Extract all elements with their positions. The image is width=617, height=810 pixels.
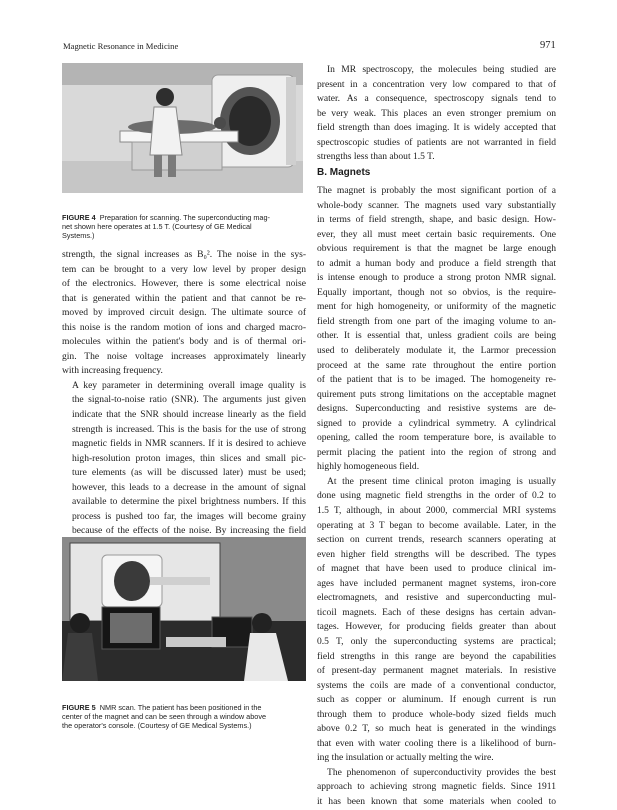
text-line: available to determine the pixel brightness numbers. If this [72, 496, 306, 508]
text-line: the signal-to-noise ratio (SNR). The arguments just given [72, 394, 306, 406]
text-line: operating at 3 T began to become available. Later, in the [317, 519, 556, 531]
text-line: Equally important, though not so obvios, is the require- [317, 286, 556, 298]
text-line: section on current trends, research scanners operating at [317, 534, 556, 546]
text-line: with increasing frequency. [62, 365, 163, 377]
text-line: obvious requirement is that the magnet be large enough [317, 243, 556, 255]
text-line: water. As a consequence, spectroscopy signals tend to [317, 93, 556, 105]
text-line: 0.5 T, only the superconducting systems are practical; [317, 635, 556, 647]
text-line: used to deliberately modulate it, the Larmor precession [317, 345, 556, 357]
paragraph [317, 63, 556, 165]
text-line: strength is increased. This is the basis for the use of strong [72, 423, 306, 435]
figure5-caption-line: center of the magnet and can be seen through a window above [62, 712, 267, 722]
text-line: such as copper or aluminum. If enough current is run [317, 694, 556, 706]
text-line: ages have included permanent magnet systems, iron-core [317, 577, 556, 589]
figure4-caption [62, 213, 306, 241]
text-line: tages. However, for producing fields greater than about [317, 621, 556, 633]
text-line: opening, called the room temperature bore, is available to [317, 432, 556, 444]
text-line: The phenomenon of superconductivity provides the best [327, 766, 556, 778]
figure4-caption-line: Preparation for scanning. The superconducting mag- [99, 213, 270, 222]
text-line: field strength than does imaging. It is widely accepted that [317, 122, 556, 134]
text-line: through them to produce whole-body sized fields much [317, 708, 556, 720]
text-line: of magnet that have been used to produce clinical im- [317, 563, 556, 575]
figure4-caption-line: net shown here operates at 1.5 T. (Courtesy of GE Medical [62, 222, 252, 232]
text-line: of present-day permanent magnet materials. In resistive [317, 665, 556, 677]
text-line: even higher field strengths will be described. The types [317, 548, 556, 560]
text-line: electromagnets, and resistive and superconducting mul- [317, 592, 556, 604]
paragraph [317, 475, 556, 766]
text-line: ment for high homogeneity, or uniformity of the magnetic [317, 301, 556, 313]
text-line: process is pushed too far, the images will become grainy [72, 510, 306, 522]
figure5-photo [62, 537, 306, 681]
text-line: high-resolution proton images, thin slices and small pic- [72, 452, 306, 464]
text-line: magnetic fields in NMR scanners. If it is desired to achieve [72, 438, 306, 450]
text-line: done using magnetic field strengths in the order of 0.2 to [317, 490, 556, 502]
text-line: The magnet is probably the most significant portion of a [317, 185, 556, 196]
text-line: tem can be brought to a very low level by proper design [62, 263, 306, 275]
text-line: ture elements (as will be discussed later) must be used; [72, 467, 306, 479]
text-line: spectroscopic studies of patients are not warranted in field [317, 136, 556, 148]
text-line: is intense enough to produce a strong proton NMR signal. [317, 272, 556, 284]
text-line: field strengths in this range are beyond the capabilities [317, 650, 556, 662]
text-line: of the patient that is to be imaged. The homogeneity re- [317, 374, 556, 386]
text-line: other. It is essential that, unless gradient coils are being [317, 330, 556, 342]
text-line: of the electronics. However, there is some electrical noise [62, 278, 306, 290]
text-line: At the present time clinical proton imaging is usually [327, 475, 556, 487]
section-heading: B. Magnets [317, 167, 371, 178]
figure5-caption-line: NMR scan. The patient has been positioned in the [99, 703, 262, 712]
figure4-label: FIGURE 4 [62, 213, 96, 222]
running-header-journal: Magnetic Resonance in Medicine [63, 41, 179, 51]
text-line: signed to provide a cylindrical symmetry. A cylindrical [317, 417, 556, 429]
text-line: approach to achieving strong magnetic fields. Since 1911 [317, 781, 556, 793]
figure4-caption-line: Systems.) [62, 231, 95, 241]
text-line: quirement puts strong limitations on the acceptable magnet [317, 388, 556, 400]
text-line: above 0.2 T, so much heat is generated in the windings [317, 723, 556, 735]
text-line: indicate that the SNR should increase linearly as the field [72, 409, 306, 421]
text-line: 1.5 T, although, in about 2000, commercial MRI systems [317, 505, 556, 517]
figure5-caption-line: the operator's console. (Courtesy of GE Medical Systems.) [62, 721, 252, 731]
text-line: ing the insulation or actually melting the wire. [317, 752, 494, 764]
paragraph [317, 184, 556, 475]
text-line: strength, the signal increases as B₀². The noise in the sys- [62, 249, 306, 260]
text-line: In MR spectroscopy, the molecules being studied are [327, 64, 556, 75]
text-line: that even with water cooling there is a likelihood of burn- [317, 737, 556, 749]
text-line: whole-body scanner. The magnets used vary substantially [317, 199, 556, 211]
figure4-photo [62, 63, 303, 193]
text-line: that is generated within the patient and that cannot be re- [62, 292, 306, 304]
page-number: 971 [540, 40, 556, 51]
text-line: highly homogeneous field. [317, 461, 420, 473]
text-line: gin. The noise voltage increases approximately linearly [62, 350, 306, 362]
text-line: to admit a human body and produce a field strength that [317, 257, 556, 269]
text-line: strengths less than about 1.5 T. [317, 151, 435, 163]
text-line: designs. Superconducting and resistive systems are de- [317, 403, 556, 415]
text-line: be very weak. This places an even stronger premium on [317, 107, 556, 119]
text-line: molecules within the patient's body and is of thermal ori- [62, 336, 306, 348]
text-line: in terms of field strength, shape, and basic design. How- [317, 214, 556, 226]
text-line: field strength from one part of the imaging volume to an- [317, 315, 556, 327]
text-line: it has been known that some materials when cooled to [317, 795, 556, 807]
text-line: however, this leads to a decrease in the amount of signal [72, 481, 306, 493]
figure5-caption [62, 703, 306, 731]
text-line: because of the effects of the noise. By increasing the field [72, 525, 306, 537]
figure5-label: FIGURE 5 [62, 703, 96, 712]
paragraph [317, 766, 556, 810]
right-column-text [317, 184, 556, 810]
right-column-intro [317, 63, 556, 165]
text-line: A key parameter in determining overall image quality is [72, 379, 306, 391]
text-line: permit placing the patient into the region of strong and [317, 446, 556, 458]
left-column-text [62, 248, 306, 568]
text-line: ticoil magnets. Each of these designs has certain advan- [317, 606, 556, 618]
text-line: proceed at the same rate throughout the entire portion [317, 359, 556, 371]
text-line: systems the coils are made of a conventional conductor, [317, 679, 556, 691]
text-line: ever, they all must meet certain basic requirements. One [317, 228, 556, 240]
paragraph [62, 248, 306, 379]
text-line: moved by improved circuit design. The ultimate source of [62, 307, 306, 319]
text-line: this noise is the random motion of ions and charged macro- [62, 321, 306, 333]
text-line: present in a concentration very low compared to that of [317, 78, 556, 90]
